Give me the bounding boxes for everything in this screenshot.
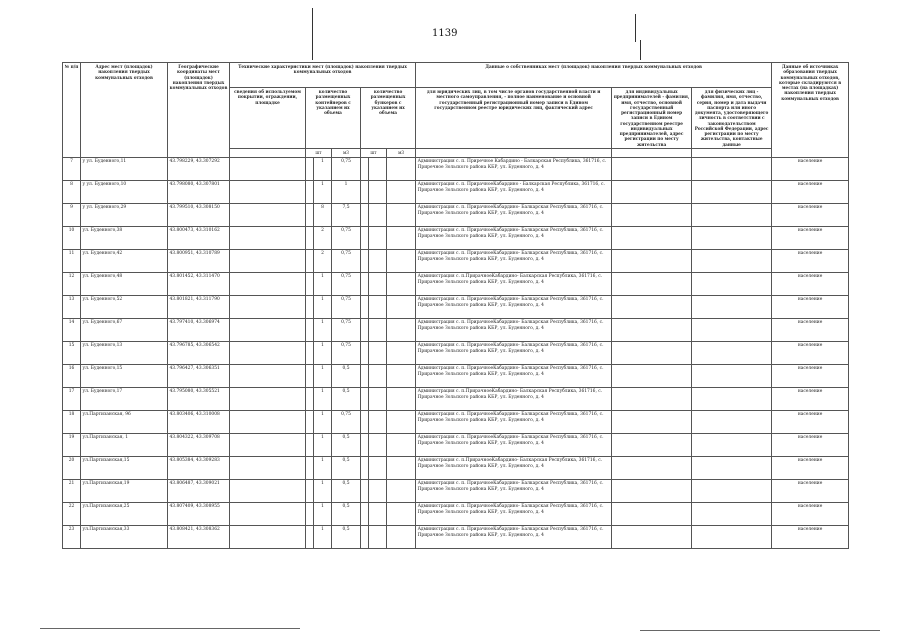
site-coordinates: 43.800951, 43.310789 bbox=[168, 250, 230, 273]
bunker-count bbox=[369, 365, 387, 388]
container-marker bbox=[306, 181, 314, 204]
container-volume: 0,75 bbox=[332, 411, 361, 434]
header-entrepreneur-blank bbox=[612, 149, 692, 158]
header-surface-blank bbox=[230, 149, 306, 158]
table-row bbox=[63, 181, 849, 204]
site-coordinates: 43.801452, 43.311470 bbox=[168, 273, 230, 296]
site-address: ул.Партизанская, 1 bbox=[81, 434, 168, 457]
site-surface bbox=[230, 250, 306, 273]
container-marker bbox=[306, 434, 314, 457]
container-count: 1 bbox=[314, 434, 332, 457]
bunker-marker bbox=[361, 434, 369, 457]
unit-bunkers-pcs: шт bbox=[361, 149, 387, 158]
owner-individual bbox=[692, 296, 772, 319]
bunker-volume bbox=[387, 457, 416, 480]
owner-entrepreneur bbox=[612, 411, 692, 434]
site-coordinates: 43.806487, 43.309021 bbox=[168, 480, 230, 503]
owner-individual bbox=[692, 503, 772, 526]
container-count: 1 bbox=[314, 365, 332, 388]
container-volume: 0,75 bbox=[332, 227, 361, 250]
owner-entrepreneur bbox=[612, 480, 692, 503]
container-volume: 0,75 bbox=[332, 319, 361, 342]
owner-individual bbox=[692, 434, 772, 457]
table-row bbox=[63, 480, 849, 503]
container-volume: 1 bbox=[332, 181, 361, 204]
owner-individual bbox=[692, 273, 772, 296]
unit-containers-pcs: шт bbox=[306, 149, 332, 158]
owner-entrepreneur bbox=[612, 503, 692, 526]
container-marker bbox=[306, 273, 314, 296]
bunker-marker bbox=[361, 411, 369, 434]
scan-line bbox=[640, 630, 880, 631]
bunker-count bbox=[369, 319, 387, 342]
container-volume: 0,75 bbox=[332, 342, 361, 365]
waste-source: население bbox=[772, 434, 849, 457]
bunker-volume bbox=[387, 388, 416, 411]
waste-source: население bbox=[772, 342, 849, 365]
header-containers: количество размещенных контейнеров с указанием их объема bbox=[306, 88, 361, 149]
owner-entrepreneur bbox=[612, 204, 692, 227]
container-count: 1 bbox=[314, 457, 332, 480]
bunker-marker bbox=[361, 296, 369, 319]
owner-legal: Администрация с. п.ПрирачноеКабардино- Балкарская Республика, 361716, с. Прирачное Зольского района КБР, ул. Буденного, д. 4 bbox=[416, 388, 612, 411]
waste-source: население bbox=[772, 158, 849, 181]
owner-individual bbox=[692, 365, 772, 388]
bunker-count bbox=[369, 457, 387, 480]
waste-source: население bbox=[772, 204, 849, 227]
bunker-count bbox=[369, 250, 387, 273]
container-marker bbox=[306, 411, 314, 434]
bunker-volume bbox=[387, 204, 416, 227]
bunker-count bbox=[369, 503, 387, 526]
header-surface: сведения об используемом покрытии, ограждении, площадке bbox=[230, 88, 306, 149]
waste-source: население bbox=[772, 296, 849, 319]
container-marker bbox=[306, 388, 314, 411]
table-row bbox=[63, 158, 849, 181]
bunker-marker bbox=[361, 227, 369, 250]
row-number: 14 bbox=[63, 319, 81, 342]
row-number: 7 bbox=[63, 158, 81, 181]
bunker-count bbox=[369, 411, 387, 434]
table-row bbox=[63, 365, 849, 388]
owner-legal: Администрация с. п. ПрирачноеКабардино- Балкарская Республика, 361716, с. Прирачное Зольского района КБР, ул. Буденного, д. 4 bbox=[416, 503, 612, 526]
site-address: ул.Партизанская,19 bbox=[81, 480, 168, 503]
owner-legal: Администрация с. п. ПрирачноеКабардино- Балкарская Республика, 361716, с. Прирачное Зольского района КБР, ул. Буденного, д. 4 bbox=[416, 342, 612, 365]
site-surface bbox=[230, 434, 306, 457]
bunker-marker bbox=[361, 250, 369, 273]
header-owner-group: Данные о собственниках мест (площадок) накопления твердых коммунальных отходов bbox=[416, 63, 772, 88]
row-number: 17 bbox=[63, 388, 81, 411]
bunker-volume bbox=[387, 411, 416, 434]
site-address: у ул. Буденного,11 bbox=[81, 158, 168, 181]
table-row bbox=[63, 526, 849, 549]
page-number: 1139 bbox=[432, 28, 458, 39]
row-number: 10 bbox=[63, 227, 81, 250]
owner-individual bbox=[692, 319, 772, 342]
container-count: 2 bbox=[314, 227, 332, 250]
container-count: 8 bbox=[314, 204, 332, 227]
table-row bbox=[63, 273, 849, 296]
container-volume: 0,5 bbox=[332, 365, 361, 388]
site-surface bbox=[230, 342, 306, 365]
row-number: 19 bbox=[63, 434, 81, 457]
site-surface bbox=[230, 319, 306, 342]
owner-entrepreneur bbox=[612, 227, 692, 250]
owner-entrepreneur bbox=[612, 365, 692, 388]
site-surface bbox=[230, 411, 306, 434]
site-address: ул. Буденного,17 bbox=[81, 388, 168, 411]
bunker-volume bbox=[387, 296, 416, 319]
bunker-volume bbox=[387, 181, 416, 204]
table-row bbox=[63, 319, 849, 342]
waste-source: население bbox=[772, 457, 849, 480]
container-count: 1 bbox=[314, 181, 332, 204]
bunker-marker bbox=[361, 342, 369, 365]
owner-individual bbox=[692, 204, 772, 227]
site-coordinates: 43.804322, 43.309708 bbox=[168, 434, 230, 457]
owner-legal: Администрация с. п. ПрирачноеКабардино- Балкарская Республика, 361716, с. Прирачное Зольского района КБР, ул. Буденного, д. 4 bbox=[416, 319, 612, 342]
owner-entrepreneur bbox=[612, 181, 692, 204]
site-coordinates: 43.799510, 43.308150 bbox=[168, 204, 230, 227]
table-row bbox=[63, 342, 849, 365]
site-coordinates: 43.797410, 43.306974 bbox=[168, 319, 230, 342]
owner-individual bbox=[692, 342, 772, 365]
header-tech-group: Технические характеристики мест (площадок) накопления твердых коммунальных отходов bbox=[230, 63, 416, 88]
waste-source: население bbox=[772, 181, 849, 204]
container-count: 1 bbox=[314, 480, 332, 503]
owner-entrepreneur bbox=[612, 526, 692, 549]
site-address: ул.Партизанская,25 bbox=[81, 503, 168, 526]
waste-source: население bbox=[772, 319, 849, 342]
site-surface bbox=[230, 503, 306, 526]
bunker-count bbox=[369, 434, 387, 457]
owner-legal: Администрация с. п. Приречное Кабардино - Балкарская Республика, 361716, с. Приречное Зольского района КБР, ул. Буденного, д. 4 bbox=[416, 158, 612, 181]
site-coordinates: 43.805384, 43.309283 bbox=[168, 457, 230, 480]
site-coordinates: 43.795080, 43.305521 bbox=[168, 388, 230, 411]
scan-line bbox=[312, 8, 313, 60]
row-number: 20 bbox=[63, 457, 81, 480]
owner-entrepreneur bbox=[612, 457, 692, 480]
table-row bbox=[63, 434, 849, 457]
row-number: 21 bbox=[63, 480, 81, 503]
site-surface bbox=[230, 480, 306, 503]
table-row bbox=[63, 411, 849, 434]
site-address: у ул. Буденного,10 bbox=[81, 181, 168, 204]
owner-individual bbox=[692, 388, 772, 411]
bunker-count bbox=[369, 158, 387, 181]
container-marker bbox=[306, 342, 314, 365]
bunker-count bbox=[369, 388, 387, 411]
table-row bbox=[63, 204, 849, 227]
bunker-volume bbox=[387, 158, 416, 181]
bunker-marker bbox=[361, 526, 369, 549]
owner-entrepreneur bbox=[612, 434, 692, 457]
owner-legal: Администрация с. п. ПрирачноеКабардино - Балкарская Республика, 361716, с. Прирачное Зольского района КБР, ул. Буденного, д. 4 bbox=[416, 181, 612, 204]
container-volume: 0,5 bbox=[332, 480, 361, 503]
container-count: 1 bbox=[314, 388, 332, 411]
bunker-marker bbox=[361, 503, 369, 526]
owner-legal: Администрация с. п. ПрирачноеКабардино- Балкарская Республика, 361716, с. Прирачное Зольского района КБР, ул. Буденного, д. 4 bbox=[416, 480, 612, 503]
table-row bbox=[63, 503, 849, 526]
waste-source: население bbox=[772, 388, 849, 411]
container-count: 2 bbox=[314, 250, 332, 273]
owner-legal: Администрация с. п. ПрирачноеКабардино- Балкарская Республика, 361716, с. Прирачное Зольского района КБР, ул. Буденного, д. 4 bbox=[416, 250, 612, 273]
container-volume: 0,75 bbox=[332, 250, 361, 273]
bunker-marker bbox=[361, 319, 369, 342]
container-volume: 0,5 bbox=[332, 388, 361, 411]
row-number: 8 bbox=[63, 181, 81, 204]
owner-legal: Администрация с. п. ПрирачноеКабардино- Балкарская Республика, 361716, с. Прирачное Зольского района КБР, ул. Буденного, д. 4 bbox=[416, 434, 612, 457]
container-count: 1 bbox=[314, 158, 332, 181]
unit-bunkers-m3: м3 bbox=[387, 149, 416, 158]
site-coordinates: 43.801821, 43.311790 bbox=[168, 296, 230, 319]
site-coordinates: 43.803406, 43.310008 bbox=[168, 411, 230, 434]
owner-individual bbox=[692, 158, 772, 181]
owner-legal: Администрация с. п. ПрирачноеКабардино- Балкарская Республика, 361716, с. Прирачное Зольского района КБР, ул. Буденного, д. 4 bbox=[416, 227, 612, 250]
header-legal-blank bbox=[416, 149, 612, 158]
site-address: ул.Партизанская, 96 bbox=[81, 411, 168, 434]
header-bunkers: количество размещенных бункеров с указанием их объема bbox=[361, 88, 416, 149]
owner-individual bbox=[692, 227, 772, 250]
owner-individual bbox=[692, 480, 772, 503]
container-count: 1 bbox=[314, 503, 332, 526]
container-marker bbox=[306, 296, 314, 319]
bunker-volume bbox=[387, 434, 416, 457]
scan-line bbox=[640, 40, 641, 60]
container-marker bbox=[306, 526, 314, 549]
container-count: 1 bbox=[314, 526, 332, 549]
header-individual-blank bbox=[692, 149, 772, 158]
waste-source: население bbox=[772, 503, 849, 526]
container-volume: 0,5 bbox=[332, 526, 361, 549]
bunker-marker bbox=[361, 457, 369, 480]
site-address: ул.Партизанская,15 bbox=[81, 457, 168, 480]
bunker-count bbox=[369, 526, 387, 549]
site-address: ул. Буденного,67 bbox=[81, 319, 168, 342]
site-surface bbox=[230, 388, 306, 411]
row-number: 13 bbox=[63, 296, 81, 319]
owner-legal: Администрация с. п. ПрирачноеКабардино- Балкарская Республика, 361716, с. Прирачное Зольского района КБР, ул. Буденного, д. 4 bbox=[416, 296, 612, 319]
row-number: 15 bbox=[63, 342, 81, 365]
site-address: ул. Буденного,52 bbox=[81, 296, 168, 319]
owner-legal: Администрация с. п. ПрирачноеКабардино- Балкарская Республика, 361716, с. Прирачное Зольского района КБР, ул. Буденного, д. 4 bbox=[416, 365, 612, 388]
row-number: 11 bbox=[63, 250, 81, 273]
container-marker bbox=[306, 250, 314, 273]
site-address: ул. Буденного,48 bbox=[81, 273, 168, 296]
site-surface bbox=[230, 457, 306, 480]
container-marker bbox=[306, 158, 314, 181]
bunker-volume bbox=[387, 273, 416, 296]
container-count: 1 bbox=[314, 296, 332, 319]
waste-source: население bbox=[772, 480, 849, 503]
row-number: 12 bbox=[63, 273, 81, 296]
scan-line bbox=[635, 14, 636, 42]
bunker-marker bbox=[361, 365, 369, 388]
row-number: 18 bbox=[63, 411, 81, 434]
row-number: 23 bbox=[63, 526, 81, 549]
owner-individual bbox=[692, 411, 772, 434]
container-volume: 7,5 bbox=[332, 204, 361, 227]
owner-entrepreneur bbox=[612, 342, 692, 365]
bunker-count bbox=[369, 342, 387, 365]
container-count: 1 bbox=[314, 411, 332, 434]
site-surface bbox=[230, 158, 306, 181]
table-row bbox=[63, 457, 849, 480]
owner-entrepreneur bbox=[612, 319, 692, 342]
container-marker bbox=[306, 204, 314, 227]
bunker-count bbox=[369, 227, 387, 250]
container-marker bbox=[306, 503, 314, 526]
header-address: Адрес мест (площадок) накопления твердых коммунальных отходов bbox=[81, 63, 168, 158]
container-volume: 0,5 bbox=[332, 503, 361, 526]
waste-sites-table bbox=[62, 62, 849, 549]
unit-containers-m3: м3 bbox=[332, 149, 361, 158]
site-coordinates: 43.798080, 43.307801 bbox=[168, 181, 230, 204]
owner-individual bbox=[692, 250, 772, 273]
site-coordinates: 43.798229, 43.307292 bbox=[168, 158, 230, 181]
header-individual: для физических лиц - фамилия, имя, отчество, серия, номер и дата выдачи паспорта или иного документа, удостоверяющего личность в соответствии с законодательством Российской Федерации, адрес регистрации по месту жительства, контактные данные bbox=[692, 88, 772, 149]
row-number: 9 bbox=[63, 204, 81, 227]
table-row bbox=[63, 388, 849, 411]
bunker-volume bbox=[387, 227, 416, 250]
site-address: ул. Буденного,13 bbox=[81, 342, 168, 365]
container-count: 1 bbox=[314, 342, 332, 365]
owner-individual bbox=[692, 526, 772, 549]
waste-source: население bbox=[772, 273, 849, 296]
container-volume: 0,5 bbox=[332, 457, 361, 480]
bunker-marker bbox=[361, 273, 369, 296]
waste-source: население bbox=[772, 365, 849, 388]
header-sources: Данные об источниках образования твердых коммунальных отходов, которые складируются в местах (на площадках) накопления твердых коммунальных отходов bbox=[772, 63, 849, 158]
row-number: 16 bbox=[63, 365, 81, 388]
scan-line bbox=[40, 628, 300, 629]
header-entrepreneur: для индивидуальных предпринимателей - фамилия, имя, отчество, основной государственный регистрационный номер записи в Едином государственном реестре индивидуальных предпринимателей, адрес регистрации по месту жительства bbox=[612, 88, 692, 149]
container-volume: 0,75 bbox=[332, 296, 361, 319]
site-surface bbox=[230, 296, 306, 319]
owner-entrepreneur bbox=[612, 388, 692, 411]
container-marker bbox=[306, 365, 314, 388]
container-marker bbox=[306, 227, 314, 250]
site-address: ул. Буденного,42 bbox=[81, 250, 168, 273]
bunker-count bbox=[369, 296, 387, 319]
site-surface bbox=[230, 227, 306, 250]
owner-entrepreneur bbox=[612, 250, 692, 273]
site-coordinates: 43.807409, 43.308955 bbox=[168, 503, 230, 526]
table-row bbox=[63, 227, 849, 250]
site-surface bbox=[230, 273, 306, 296]
owner-legal: Администрация с. п. ПрирачноеКабардино- Балкарская Республика, 361716, с. Прирачное Зольского района КБР, ул. Буденного, д. 4 bbox=[416, 526, 612, 549]
row-number: 22 bbox=[63, 503, 81, 526]
table-row bbox=[63, 250, 849, 273]
container-marker bbox=[306, 457, 314, 480]
container-volume: 0,75 bbox=[332, 273, 361, 296]
site-surface bbox=[230, 204, 306, 227]
owner-individual bbox=[692, 457, 772, 480]
bunker-count bbox=[369, 480, 387, 503]
container-marker bbox=[306, 480, 314, 503]
bunker-volume bbox=[387, 319, 416, 342]
owner-individual bbox=[692, 181, 772, 204]
waste-source: население bbox=[772, 250, 849, 273]
bunker-marker bbox=[361, 158, 369, 181]
owner-entrepreneur bbox=[612, 296, 692, 319]
site-coordinates: 43.796785, 43.306542 bbox=[168, 342, 230, 365]
waste-source: население bbox=[772, 227, 849, 250]
bunker-volume bbox=[387, 526, 416, 549]
site-surface bbox=[230, 526, 306, 549]
bunker-marker bbox=[361, 480, 369, 503]
container-count: 1 bbox=[314, 319, 332, 342]
site-address: ул. Буденного,38 bbox=[81, 227, 168, 250]
bunker-marker bbox=[361, 204, 369, 227]
container-count: 1 bbox=[314, 273, 332, 296]
container-volume: 0,75 bbox=[332, 158, 361, 181]
owner-entrepreneur bbox=[612, 273, 692, 296]
container-volume: 0,5 bbox=[332, 434, 361, 457]
site-address: ул.Партизанская,33 bbox=[81, 526, 168, 549]
header-legal: для юридических лиц, в том числе органов государственной власти и местного самоуправления, - полное наименование и основной государственный регистрационный номер записи в Едином государственном реестре юридических лиц, фактический адрес bbox=[416, 88, 612, 149]
header-no: № п/п bbox=[63, 63, 81, 158]
waste-source: население bbox=[772, 411, 849, 434]
bunker-count bbox=[369, 273, 387, 296]
site-coordinates: 43.808421, 43.308362 bbox=[168, 526, 230, 549]
container-marker bbox=[306, 319, 314, 342]
owner-entrepreneur bbox=[612, 158, 692, 181]
bunker-volume bbox=[387, 250, 416, 273]
owner-legal: Администрация с. п. ПрирачноеКабардино- Балкарская Республика, 361716, с. Прирачное Зольского района КБР, ул. Буденного, д. 4 bbox=[416, 204, 612, 227]
owner-legal: Администрация с. п.ПрирачноеКабардино- Балкарская Республика, 361716, с. Прирачное Зольского района КБР, ул. Буденного, д. 4 bbox=[416, 457, 612, 480]
bunker-volume bbox=[387, 503, 416, 526]
site-coordinates: 43.796427, 43.306351 bbox=[168, 365, 230, 388]
site-address: у ул. Буденного,29 bbox=[81, 204, 168, 227]
owner-legal: Администрация с. п. ПрирачноеКабардино- Балкарская Республика, 361716, с. Прирачное Зольского района КБР, ул. Буденного, д. 4 bbox=[416, 411, 612, 434]
site-coordinates: 43.800473, 43.310162 bbox=[168, 227, 230, 250]
site-surface bbox=[230, 365, 306, 388]
bunker-count bbox=[369, 181, 387, 204]
site-address: ул. Буденного,15 bbox=[81, 365, 168, 388]
owner-legal: Администрация с. п.ПрирачноеКабардино- Балкарская Республика, 361716, с. Прирачное Зольского района КБР, ул. Буденного, д. 4 bbox=[416, 273, 612, 296]
header-geo: Географические координаты мест (площадок) накопления твердых коммунальных отходов bbox=[168, 63, 230, 158]
bunker-marker bbox=[361, 181, 369, 204]
bunker-volume bbox=[387, 365, 416, 388]
table-row bbox=[63, 296, 849, 319]
waste-source: население bbox=[772, 526, 849, 549]
bunker-volume bbox=[387, 342, 416, 365]
bunker-volume bbox=[387, 480, 416, 503]
site-surface bbox=[230, 181, 306, 204]
bunker-count bbox=[369, 204, 387, 227]
bunker-marker bbox=[361, 388, 369, 411]
